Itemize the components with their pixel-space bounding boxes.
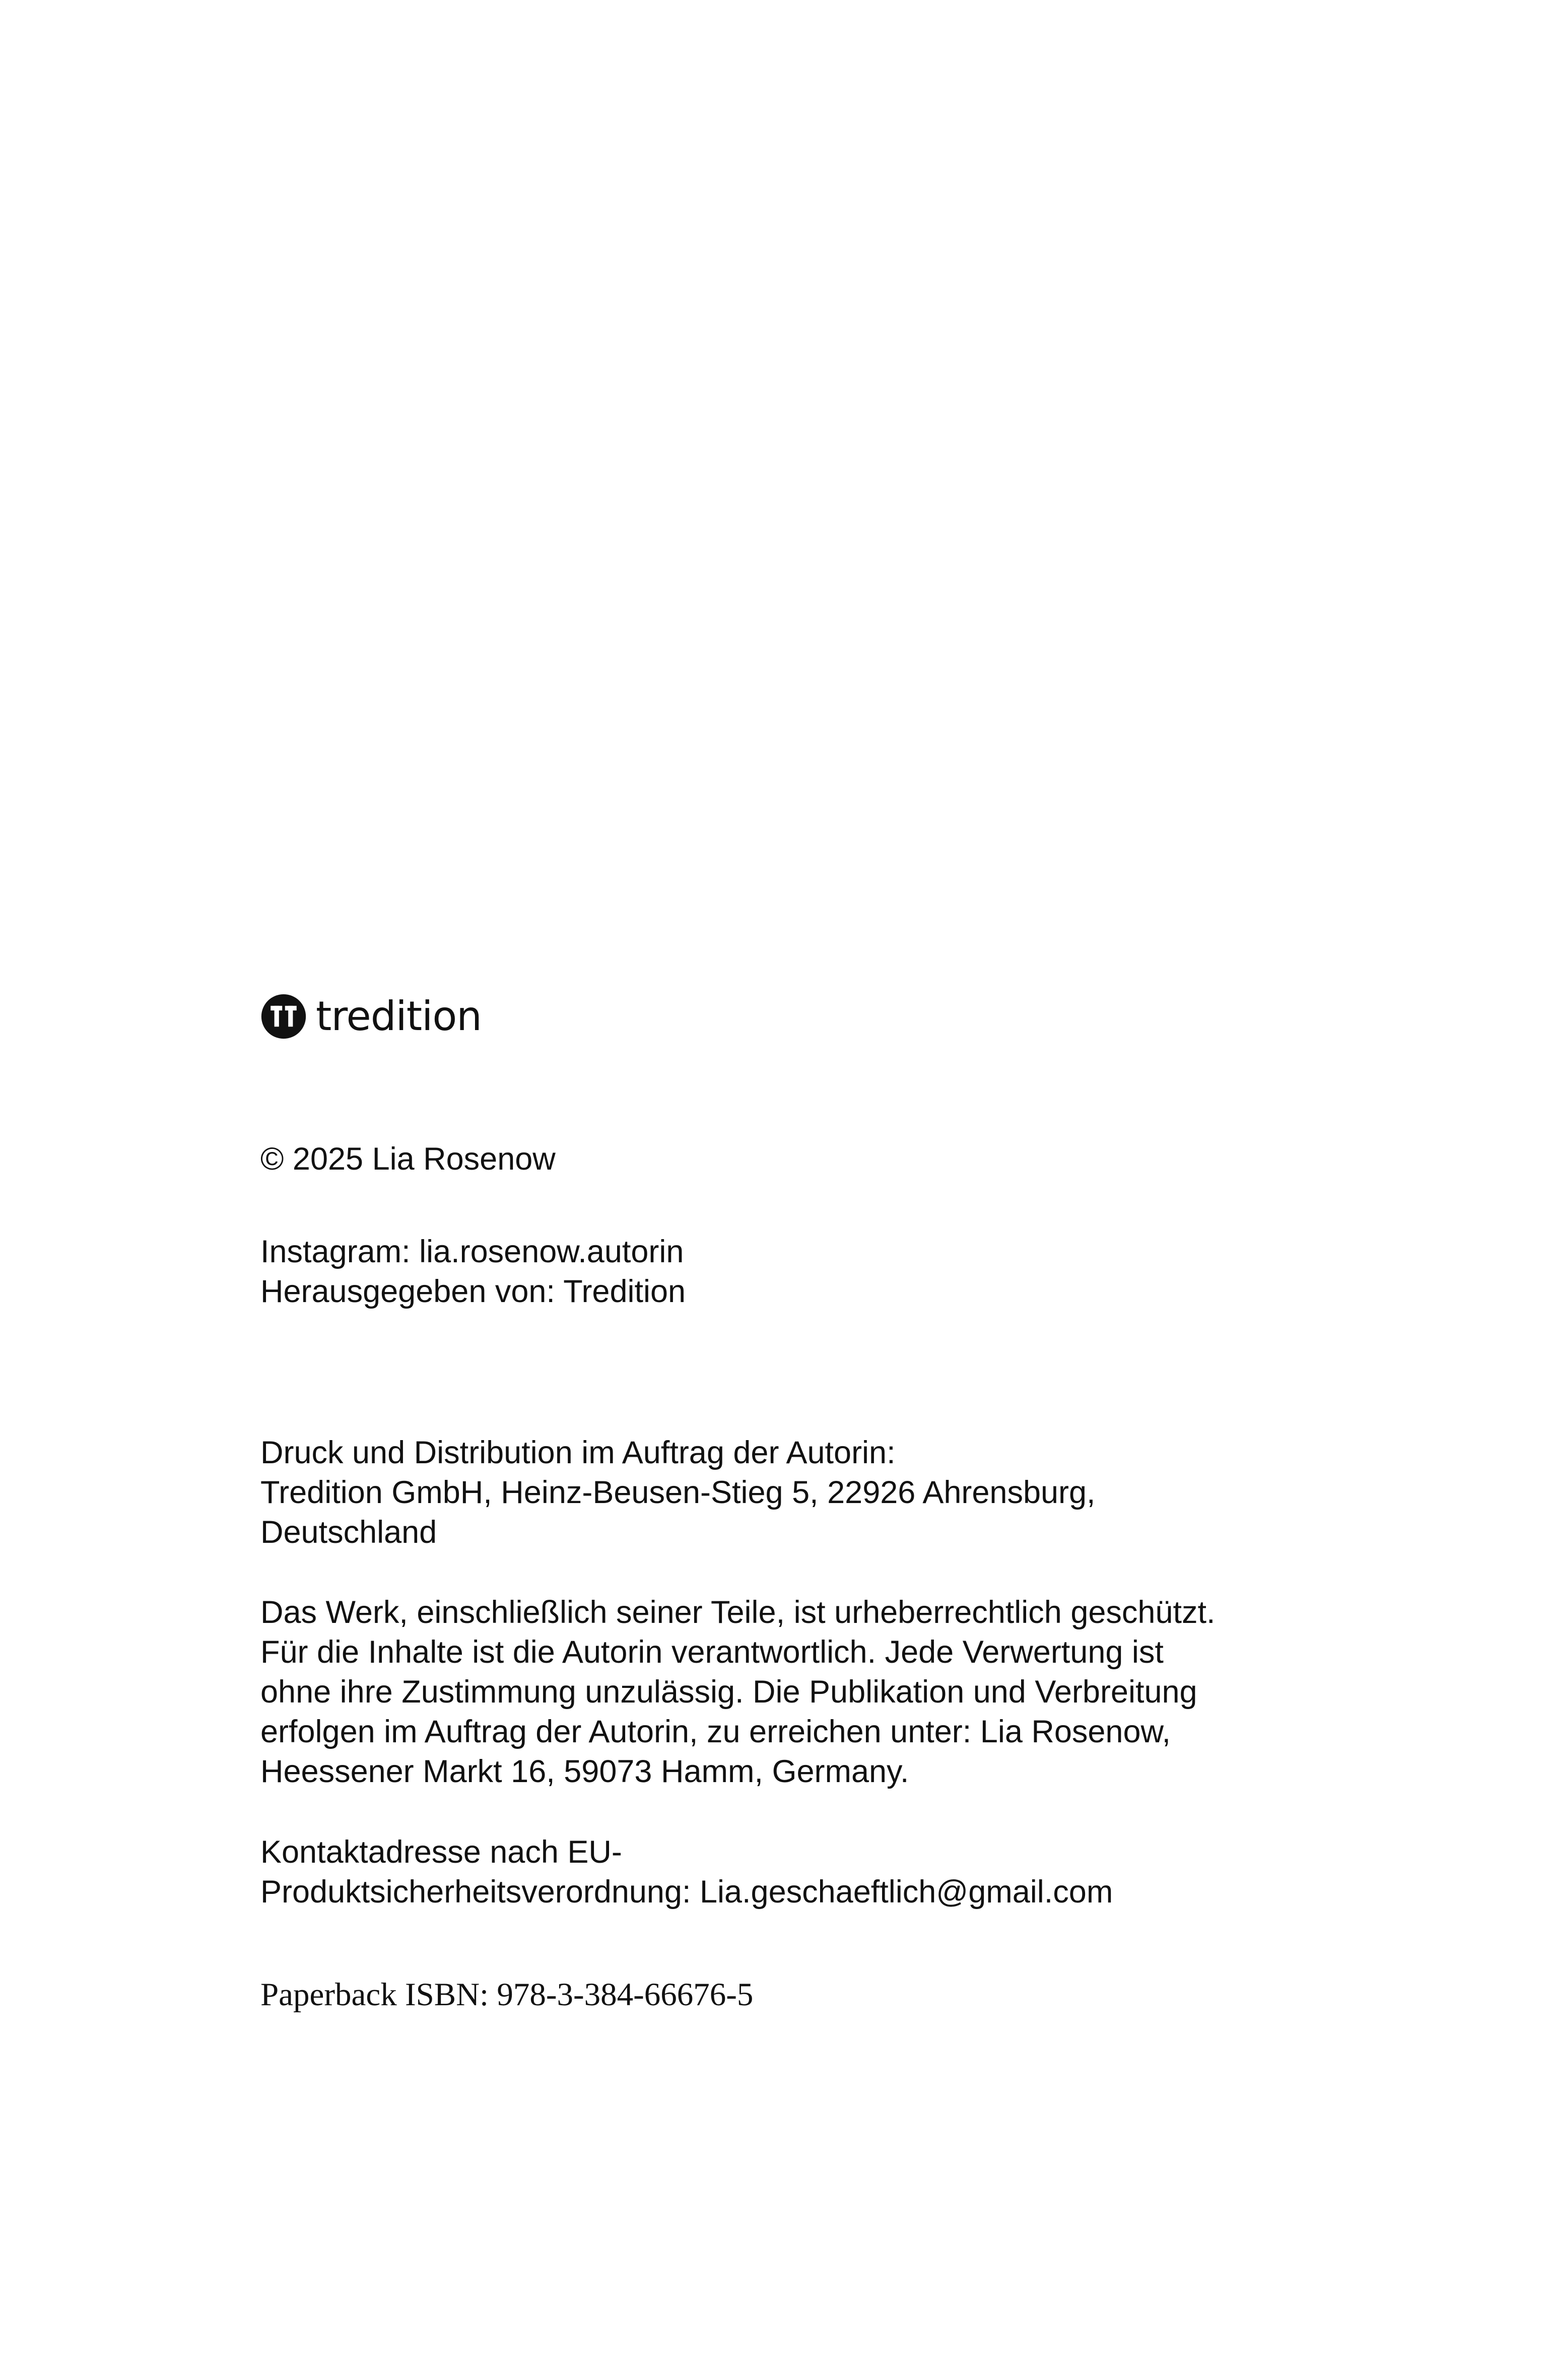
publisher-wordmark: tredition	[316, 993, 482, 1040]
legal-line: Für die Inhalte ist die Autorin verantwortlich. Jede Verwertung ist	[260, 1635, 1164, 1670]
publisher-line: Herausgegeben von: Tredition	[260, 1274, 686, 1309]
eu-contact-info	[260, 1832, 1113, 1912]
legal-notice	[260, 1593, 1215, 1792]
instagram-line: Instagram: lia.rosenow.autorin	[260, 1234, 684, 1269]
eu-contact-line: Produktsicherheitsverordnung: Lia.geschaeftlich@gmail.com	[260, 1874, 1113, 1910]
copyright-line: © 2025 Lia Rosenow	[260, 1141, 556, 1177]
legal-line: Das Werk, einschließlich seiner Teile, ist urheberrechtlich geschützt.	[260, 1595, 1216, 1630]
publisher-logo	[260, 991, 482, 1042]
legal-line: ohne ihre Zustimmung unzulässig. Die Publikation und Verbreitung	[260, 1674, 1197, 1710]
contact-info	[260, 1232, 686, 1312]
isbn-line: Paperback ISBN: 978-3-384-66676-5	[260, 1977, 754, 2013]
distribution-line: Tredition GmbH, Heinz-Beusen-Stieg 5, 22926 Ahrensburg,	[260, 1475, 1096, 1510]
eu-contact-line: Kontaktadresse nach EU-	[260, 1834, 622, 1870]
legal-line: erfolgen im Auftrag der Autorin, zu erreichen unter: Lia Rosenow,	[260, 1714, 1171, 1749]
legal-line: Heessener Markt 16, 59073 Hamm, Germany.	[260, 1754, 909, 1789]
tredition-logo-icon	[260, 993, 307, 1040]
distribution-line: Deutschland	[260, 1515, 437, 1550]
copyright-notice	[260, 1139, 556, 1179]
distribution-info	[260, 1433, 1096, 1552]
distribution-line: Druck und Distribution im Auftrag der Autorin:	[260, 1435, 896, 1470]
